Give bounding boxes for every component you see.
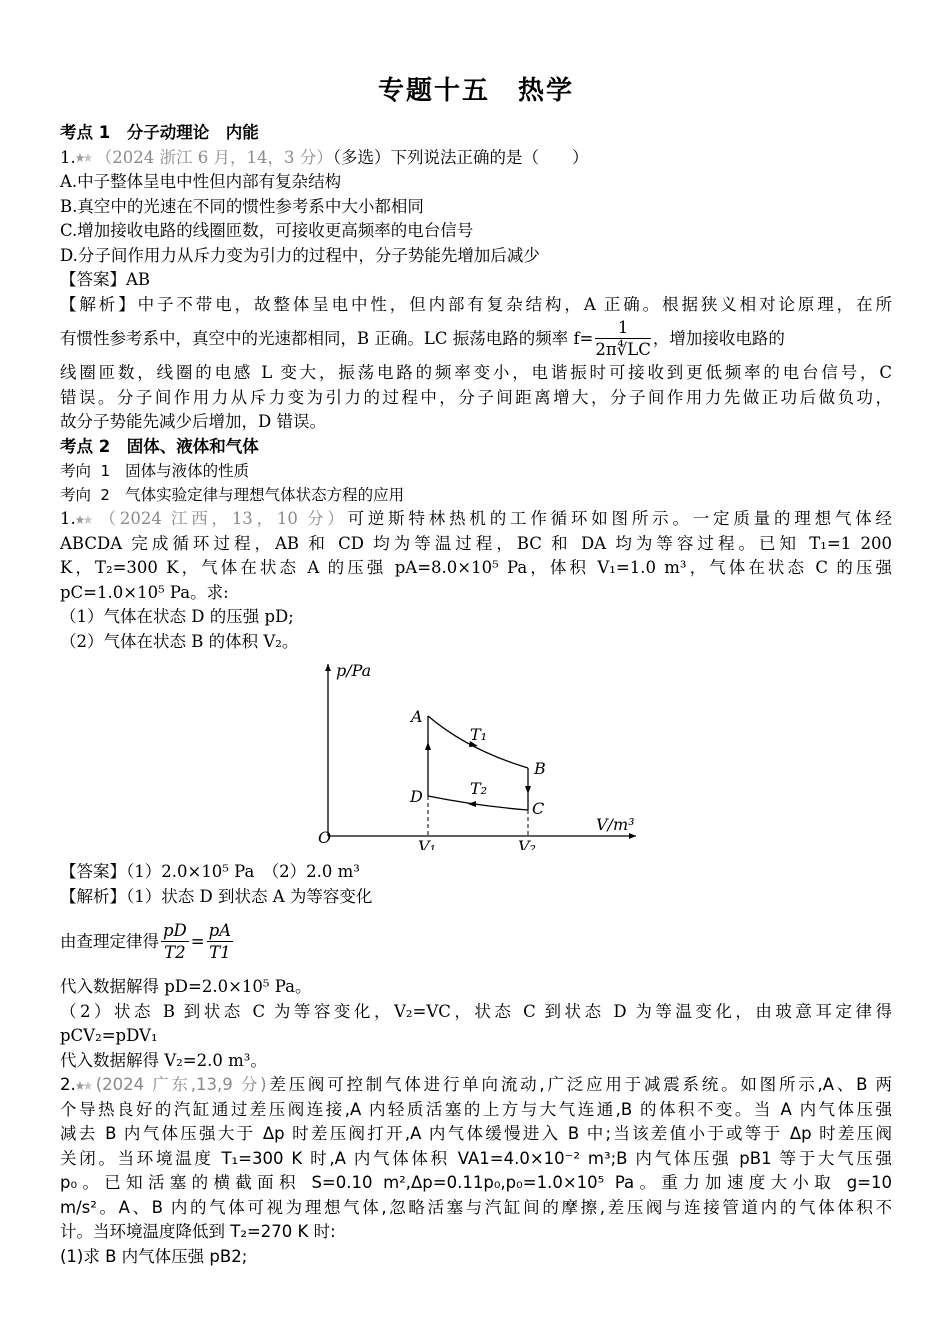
question-source: （2024 江西，13，10 分） xyxy=(95,509,348,528)
fraction-denominator: 2π∜LC xyxy=(595,340,651,359)
option-b: B.真空中的光速在不同的惯性参考系中大小都相同 xyxy=(60,196,424,216)
fraction-denominator: T1 xyxy=(209,943,231,962)
difficulty-stars-icon xyxy=(76,514,96,526)
point-d-label: D xyxy=(410,787,423,806)
fraction-numerator: pA xyxy=(208,921,232,940)
point-b-label: B xyxy=(534,759,546,778)
question-2-stem xyxy=(60,507,892,532)
section-heading-1: 考点 1 分子动理论 内能 xyxy=(60,123,259,142)
question-source: （2024 浙江 6 月，14，3 分） xyxy=(95,147,333,167)
analysis-line: 故分子势能先减少后增加，D 错误。 xyxy=(60,412,326,431)
arrow-left-icon xyxy=(468,801,476,807)
question-text: m/s²。A、B 内的气体可视为理想气体,忽略活塞与汽缸间的摩擦,差压阀与连接管道内的气体体积不 xyxy=(60,1197,892,1217)
equals-sign: = xyxy=(190,932,205,951)
fraction-numerator: 1 xyxy=(595,318,650,339)
question-number: 1. xyxy=(60,147,76,167)
result-line: 代入数据解得 V₂=2.0 m³。 xyxy=(60,1050,267,1070)
sub-question-2: （2）气体在状态 B 的体积 V₂。 xyxy=(60,631,299,651)
point-a-label: A xyxy=(411,707,423,726)
document-page xyxy=(60,70,892,1269)
analysis-text: ，增加接收电路的 xyxy=(652,329,785,348)
analysis-line: （2）状态 B 到状态 C 为等容变化，V₂=VC，状态 C 到状态 D 为等温变化，由玻意耳定律得 xyxy=(60,1001,892,1021)
v2-label: V₂ xyxy=(518,837,536,850)
question-text: 可逆斯特林热机的工作循环如图所示。一定质量的理想气体经 xyxy=(347,509,892,528)
analysis-line: 【解析】（1）状态 D 到状态 A 为等容变化 xyxy=(60,886,373,906)
analysis-line-formula xyxy=(60,317,892,361)
fraction-denominator: T2 xyxy=(164,943,186,962)
question-3-stem xyxy=(60,1073,892,1098)
sub-question-1: （1）气体在状态 D 的压强 pD; xyxy=(60,607,294,626)
question-text: 个导热良好的汽缸通过差压阀连接,A 内轻质活塞的上方与大气连通,B 的体积不变。当 A 内气体压强 xyxy=(60,1099,892,1119)
fraction-pa-t1 xyxy=(207,921,233,964)
question-number: 1. xyxy=(60,509,76,528)
y-axis-label: p/Pa xyxy=(336,661,372,680)
sub-question-1: (1)求 B 内气体压强 pB2; xyxy=(60,1246,248,1266)
arrow-down-icon xyxy=(525,786,531,794)
x-axis-label: V/m³ xyxy=(596,815,635,834)
t2-label: T₂ xyxy=(470,779,488,798)
point-c-label: C xyxy=(532,799,545,818)
charles-law-formula xyxy=(60,919,892,965)
analysis-line: 【解析】中子不带电，故整体呈电中性，但内部有复杂结构，A 正确。根据狭义相对论原理，在所 xyxy=(60,294,892,314)
analysis-line: 线圈匝数，线圈的电感 L 变大，振荡电路的频率变小，电谐振时可接收到更低频率的电台信号，C xyxy=(60,363,892,382)
option-d: D.分子间作用力从斥力变为引力的过程中，分子势能先增加后减少 xyxy=(60,245,540,265)
answer: 【答案】（1）2.0×10⁵ Pa （2）2.0 m³ xyxy=(60,862,360,881)
process-cd xyxy=(428,796,528,810)
y-axis-arrow-icon xyxy=(325,664,331,671)
subtopic-1: 考向 1 固体与液体的性质 xyxy=(60,462,250,480)
analysis-line: pCV₂=pDV₁ xyxy=(60,1026,158,1045)
question-text: K，T₂=300 K，气体在状态 A 的压强 pA=8.0×10⁵ Pa，体积 V₁=1.0 m³，气体在状态 C 的压强 xyxy=(60,558,892,577)
subtopic-2: 考向 2 气体实验定律与理想气体状态方程的应用 xyxy=(60,486,405,504)
option-a: A.中子整体呈电中性但内部有复杂结构 xyxy=(60,172,342,191)
question-1-stem xyxy=(60,146,892,171)
question-text: 计。当环境温度降低到 T₂=270 K 时: xyxy=(60,1222,336,1241)
page-title: 专题十五 热学 xyxy=(377,76,574,106)
analysis-text: 由查理定律得 xyxy=(60,932,159,951)
question-text: 减去 B 内气体压强大于 Δp 时差压阀打开,A 内气体缓慢进入 B 中;当该差值小于或等于 Δp 时差压阀 xyxy=(60,1124,892,1143)
question-text: 关闭。当环境温度 T₁=300 K 时,A 内气体体积 VA1=4.0×10⁻² m³;B 内气体压强 pB1 等于大气压强 xyxy=(60,1148,892,1168)
question-number: 2. xyxy=(60,1075,76,1094)
answer: 【答案】AB xyxy=(60,270,151,289)
analysis-text: 有惯性参考系中，真空中的光速都相同，B 正确。LC 振荡电路的频率 f= xyxy=(60,329,594,348)
option-c: C.增加接收电路的线圈匝数，可接收更高频率的电台信号 xyxy=(60,221,474,240)
difficulty-stars-icon xyxy=(76,1080,96,1092)
question-text: （多选）下列说法正确的是（ ） xyxy=(332,147,589,167)
question-source: (2024 广东,13,9 分) xyxy=(95,1075,267,1094)
v1-label: V₁ xyxy=(418,837,436,850)
arrow-up-icon xyxy=(425,742,431,750)
analysis-line: 错误。分子间作用力从斥力变为引力的过程中，分子间距离增大，分子间作用力先做正功后做负功， xyxy=(60,387,892,407)
section-heading-2: 考点 2 固体、液体和气体 xyxy=(60,436,259,456)
t1-label: T₁ xyxy=(470,725,488,744)
question-text: p₀。已知活塞的横截面积 S=0.10 m²,Δp=0.11p₀,p₀=1.0×10⁵ Pa。重力加速度大小取 g=10 xyxy=(60,1173,892,1192)
pv-diagram xyxy=(318,660,638,850)
question-text: 差压阀可控制气体进行单向流动,广泛应用于减震系统。如图所示,A、B 两 xyxy=(266,1075,892,1094)
difficulty-stars-icon xyxy=(76,152,96,164)
result-line: 代入数据解得 pD=2.0×10⁵ Pa。 xyxy=(60,977,312,996)
fraction-pd-t2 xyxy=(161,921,189,964)
frequency-fraction xyxy=(595,318,650,361)
origin-label: O xyxy=(318,828,332,847)
question-text: ABCDA 完成循环过程，AB 和 CD 均为等温过程，BC 和 DA 均为等容过程。已知 T₁=1 200 xyxy=(60,533,892,553)
fraction-numerator: pD xyxy=(163,921,187,940)
question-text: pC=1.0×10⁵ Pa。求: xyxy=(60,582,229,602)
